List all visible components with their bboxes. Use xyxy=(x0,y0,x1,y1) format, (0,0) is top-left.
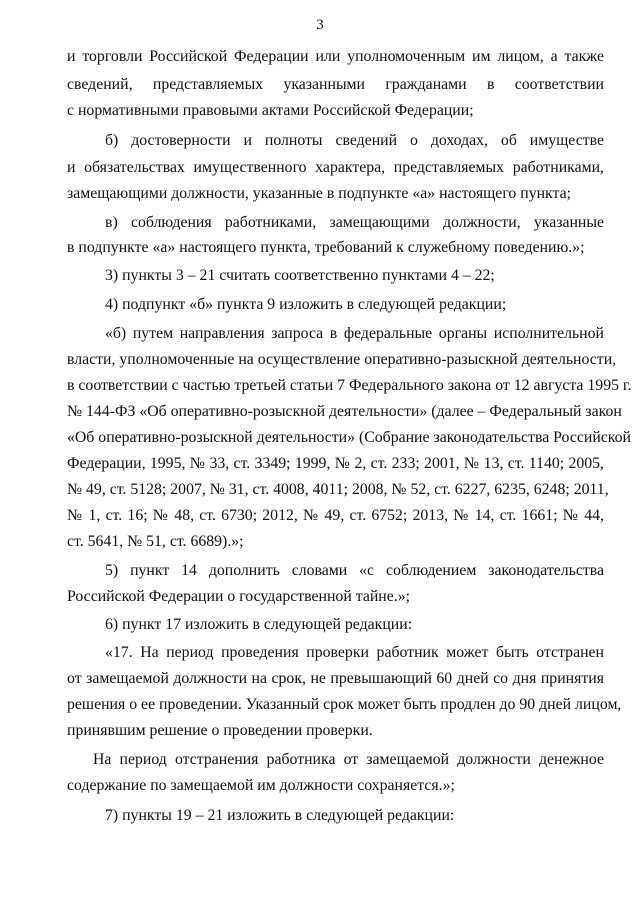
text-line: Федерации, 1995, № 33, ст. 3349; 1999, № 2, ст. 233; 2001, № 13, ст. 1140; 2005, xyxy=(67,455,604,472)
text-line: «б) путем направления запроса в федеральные органы исполнительной xyxy=(105,325,604,342)
text-line: замещающими должности, указанные в подпункте «а» настоящего пункта; xyxy=(67,185,572,202)
text-line: в подпункте «а» настоящего пункта, требований к служебному поведению.»; xyxy=(67,239,585,256)
text-line: принявшим решение о проведении проверки. xyxy=(67,722,373,739)
text-line: сведений, представляемых указанными гражданами в соответствии xyxy=(67,76,604,93)
text-line: ст. 5641, № 51, ст. 6689).»; xyxy=(67,533,244,550)
text-line: с нормативными правовыми актами Российской Федерации; xyxy=(67,102,474,119)
text-line: решения о ее проведении. Указанный срок может быть продлен до 90 дней лицом, xyxy=(67,696,622,713)
text-line: содержание по замещаемой им должности сохраняется.»; xyxy=(67,777,455,794)
text-line: б) достоверности и полноты сведений о доходах, об имуществе xyxy=(105,132,604,149)
text-line: 4) подпункт «б» пункта 9 изложить в следующей редакции; xyxy=(105,296,507,313)
text-line: «17. На период проведения проверки работник может быть отстранен xyxy=(105,644,604,661)
text-line: 7) пункты 19 – 21 изложить в следующей редакции: xyxy=(105,807,455,824)
text-line: в) соблюдения работниками, замещающими должности, указанные xyxy=(105,214,604,231)
text-line: 5) пункт 14 дополнить словами «с соблюдением законодательства xyxy=(105,562,604,579)
text-line: власти, уполномоченные на осуществление оперативно-разыскной деятельности, xyxy=(67,351,617,368)
text-line: № 144-ФЗ «Об оперативно-розыскной деятельности» (далее – Федеральный закон xyxy=(67,403,622,420)
text-line: и обязательствах имущественного характера, представляемых работниками, xyxy=(67,159,604,176)
text-line: и торговли Российской Федерации или уполномоченным им лицом, а также xyxy=(67,48,604,65)
text-line: На период отстранения работника от замещаемой должности денежное xyxy=(93,751,604,768)
text-line: 3) пункты 3 – 21 считать соответственно пунктами 4 – 22; xyxy=(105,267,495,284)
text-line: 6) пункт 17 изложить в следующей редакции: xyxy=(105,616,413,633)
text-line: в соответствии с частью третьей статьи 7 Федерального закона от 12 августа 1995 г. xyxy=(67,377,632,394)
text-line: Российской Федерации о государственной тайне.»; xyxy=(67,588,410,605)
page-number: 3 xyxy=(316,17,324,33)
text-line: «Об оперативно-розыскной деятельности» (Собрание законодательства Российской xyxy=(67,429,632,446)
text-line: от замещаемой должности на срок, не превышающий 60 дней со дня принятия xyxy=(67,670,604,687)
text-line: № 49, ст. 5128; 2007, № 31, ст. 4008, 4011; 2008, № 52, ст. 6227, 6235, 6248; 2011, xyxy=(67,481,609,498)
text-line: № 1, ст. 16; № 48, ст. 6730; 2012, № 49, ст. 6752; 2013, № 14, ст. 1661; № 44, xyxy=(67,507,604,524)
